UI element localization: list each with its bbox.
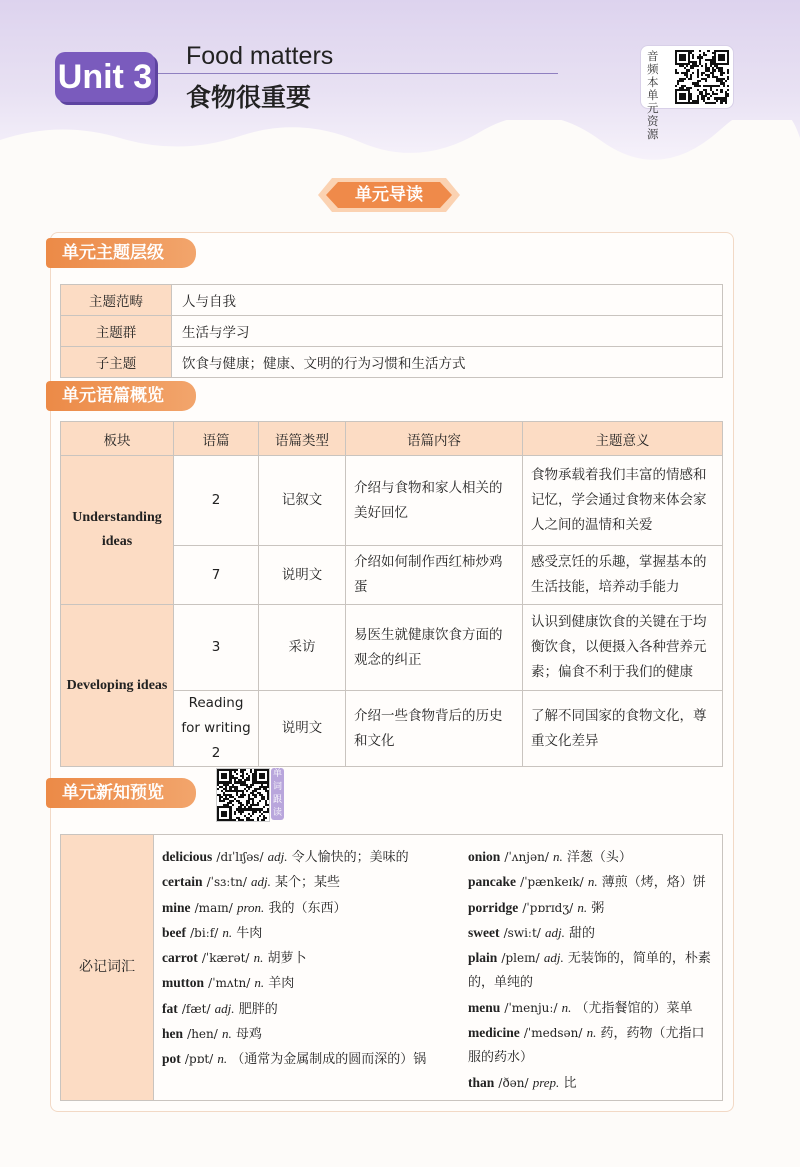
header-wave-decoration [0,120,800,180]
vocab-part-of-speech: adj. [544,924,565,940]
table-row [61,285,723,316]
vocab-entry [162,997,452,1022]
vocab-definition: 令人愉快的；美味的 [291,850,409,865]
vocab-part-of-speech: n. [561,999,572,1015]
text-meaning: 感受烹饪的乐趣，掌握基本的生活技能，培养动手能力 [523,546,723,605]
text-content: 介绍一些食物背后的历史和文化 [346,691,523,767]
vocab-word: certain [162,874,203,890]
vocab-definition: 洋葱（头） [566,850,632,865]
text-type: 说明文 [259,691,346,767]
text-content: 介绍如何制作西红柿炒鸡蛋 [346,546,523,605]
vocab-word: fat [162,1000,178,1016]
vocab-phonetic: /ˈmʌtn/ [208,976,251,991]
vocab-word: carrot [162,950,198,966]
unit-badge: Unit 3 [55,52,155,102]
vocab-part-of-speech: n. [577,899,588,915]
vocab-part-of-speech: n. [553,849,563,864]
vocab-row-label: 必记词汇 [61,835,154,1101]
section-title-theme: 单元主题层级 [46,238,196,268]
vocab-phonetic: /ˈmenjuː/ [504,1000,558,1015]
vocab-definition: 粥 [591,900,605,916]
vocab-word: delicious [162,849,213,864]
vocab-entry [162,870,452,895]
vocab-phonetic: /ˈkærət/ [201,951,250,966]
theme-key: 主题群 [61,316,172,347]
vocab-phonetic: /ˈpɒrɪdʒ/ [522,900,574,915]
section-title-vocab: 单元新知预览 [46,778,196,808]
vocab-entry [468,870,714,895]
vocab-definition: （通常为金属制成的圆而深的）锅 [231,1052,427,1068]
vocab-definition: 胡萝卜 [267,951,307,967]
vocab-phonetic: /ˈmedsən/ [523,1026,583,1041]
vocab-definition: （尤指餐馆的）菜单 [575,1000,693,1016]
theme-key: 主题范畴 [61,285,172,316]
unit-title-english: Food matters [186,42,334,70]
vocab-word: than [468,1074,495,1090]
text-meaning: 认识到健康饮食的关键在于均衡饮食，以便摄入各种营养元素；偏食不利于我们的健康 [523,605,723,691]
column-header: 主题意义 [523,422,723,456]
vocab-word: medicine [468,1025,520,1041]
table-row [61,347,723,378]
vocab-definition: 无装饰的，简单的，朴素的，单纯的 [468,951,711,991]
vocab-phonetic: /ðən/ [498,1075,529,1090]
vocab-definition: 牛肉 [236,925,263,941]
theme-key: 子主题 [61,347,172,378]
vocab-part-of-speech: n. [217,1051,228,1067]
vocab-definition: 我的（东西） [268,900,347,916]
vocab-phonetic: /ˈsɜːtn/ [206,875,247,890]
vocab-phonetic: /swiːt/ [503,925,541,940]
vocab-part-of-speech: adj. [543,950,564,966]
vocab-entry [468,1021,714,1071]
vocab-entry [468,946,714,996]
text-number: Reading for writing 2 [174,691,259,767]
text-number: 7 [174,546,259,605]
vocab-entry [162,896,452,921]
vocab-definition: 羊肉 [268,976,295,992]
theme-value: 饮食与健康；健康、文明的行为习惯和生活方式 [172,347,723,378]
vocab-word: pancake [468,874,517,890]
vocab-word: beef [162,924,186,940]
vocab-entry [468,996,714,1021]
qr-pattern [217,769,269,821]
vocab-entry [162,1047,452,1072]
column-header: 语篇 [174,422,259,456]
vocab-qr-box[interactable] [212,766,288,822]
table-row [61,605,723,691]
resource-qr-code[interactable] [675,50,729,104]
vocab-part-of-speech: prep. [532,1074,560,1090]
table-header-row [61,422,723,456]
vocab-phonetic: /ˈʌnjən/ [504,850,549,864]
vocab-definition: 薄煎（烤，烙）饼 [601,875,706,891]
theme-table [60,284,723,378]
vocabulary-table [60,834,723,1101]
vocab-column-left [154,835,461,1101]
vocab-part-of-speech: n. [254,975,265,991]
text-meaning: 食物承载着我们丰富的情感和记忆，学会通过食物来体会家人之间的温情和关爱 [523,456,723,546]
vocab-qr-code[interactable] [216,768,270,822]
vocab-part-of-speech: n. [586,1025,597,1041]
vocab-word: onion [468,849,501,864]
vocab-entry [468,845,714,870]
vocab-part-of-speech: n. [222,924,233,940]
unit-guide-banner [318,178,460,212]
vocab-entry [162,971,452,996]
qr-pattern [675,50,729,104]
vocab-part-of-speech: adj. [267,849,288,864]
text-type: 采访 [259,605,346,691]
vocab-phonetic: /biːf/ [190,925,219,940]
vocab-definition: 甜的 [569,925,596,941]
vocab-phonetic: /maɪn/ [194,900,233,915]
vocab-entry [468,896,714,921]
vocab-phonetic: /hen/ [187,1027,218,1042]
vocab-part-of-speech: pron. [236,899,265,915]
vocab-part-of-speech: n. [221,1026,232,1042]
vocab-entry [162,946,452,971]
theme-value: 人与自我 [172,285,723,316]
vocab-definition: 比 [563,1075,577,1091]
vocab-part-of-speech: adj. [251,874,271,890]
vocab-word: mine [162,899,191,915]
vocab-entry [162,1022,452,1047]
vocab-part-of-speech: n. [253,950,264,966]
text-meaning: 了解不同国家的食物文化，尊重文化差异 [523,691,723,767]
texts-overview-table [60,421,723,767]
vocab-word: sweet [468,924,500,940]
section-title-texts: 单元语篇概览 [46,381,196,411]
vocab-entry [162,921,452,946]
qr-caption: 单词跟读 [272,769,282,818]
vocab-column-right [460,835,723,1101]
vocab-word: mutton [162,975,205,991]
vocab-phonetic: /dɪˈlɪʃəs/ [216,850,264,864]
text-number: 2 [174,456,259,546]
unit-title-chinese: 食物很重要 [186,83,312,112]
resource-label: 音频本单元资源 [647,49,659,141]
vocab-phonetic: /pɒt/ [184,1052,214,1067]
vocab-word: menu [468,999,501,1015]
text-type: 说明文 [259,546,346,605]
vocab-definition: 肥胖的 [238,1001,278,1017]
theme-value: 生活与学习 [172,316,723,347]
title-divider [158,73,558,74]
vocab-entry [162,845,452,870]
table-row [61,456,723,546]
vocab-word: porridge [468,899,519,915]
resource-qr-box[interactable] [640,45,734,141]
vocab-word: pot [162,1051,181,1067]
vocab-part-of-speech: n. [587,874,598,890]
block-label: Developing ideas [61,605,174,767]
text-type: 记叙文 [259,456,346,546]
vocab-phonetic: /fæt/ [181,1001,211,1016]
vocab-word: plain [468,950,498,966]
vocab-definition: 母鸡 [235,1027,262,1043]
table-row [61,316,723,347]
vocab-definition: 某个；某些 [275,875,341,891]
vocab-phonetic: /pleɪn/ [501,951,540,966]
column-header: 语篇内容 [346,422,523,456]
text-content: 介绍与食物和家人相关的美好回忆 [346,456,523,546]
text-content: 易医生就健康饮食方面的观念的纠正 [346,605,523,691]
vocab-part-of-speech: adj. [214,1000,235,1016]
vocab-phonetic: /ˈpænkeɪk/ [520,875,584,890]
column-header: 语篇类型 [259,422,346,456]
text-number: 3 [174,605,259,691]
unit-guide-title: 单元导读 [355,185,423,205]
vocab-word: hen [162,1026,184,1042]
table-row [61,835,723,1101]
vocab-entry [468,1071,714,1096]
column-header: 板块 [61,422,174,456]
vocab-entry [468,921,714,946]
vocab-definition: 药，药物（尤指口服的药水） [468,1026,705,1066]
block-label: Understanding ideas [61,456,174,605]
